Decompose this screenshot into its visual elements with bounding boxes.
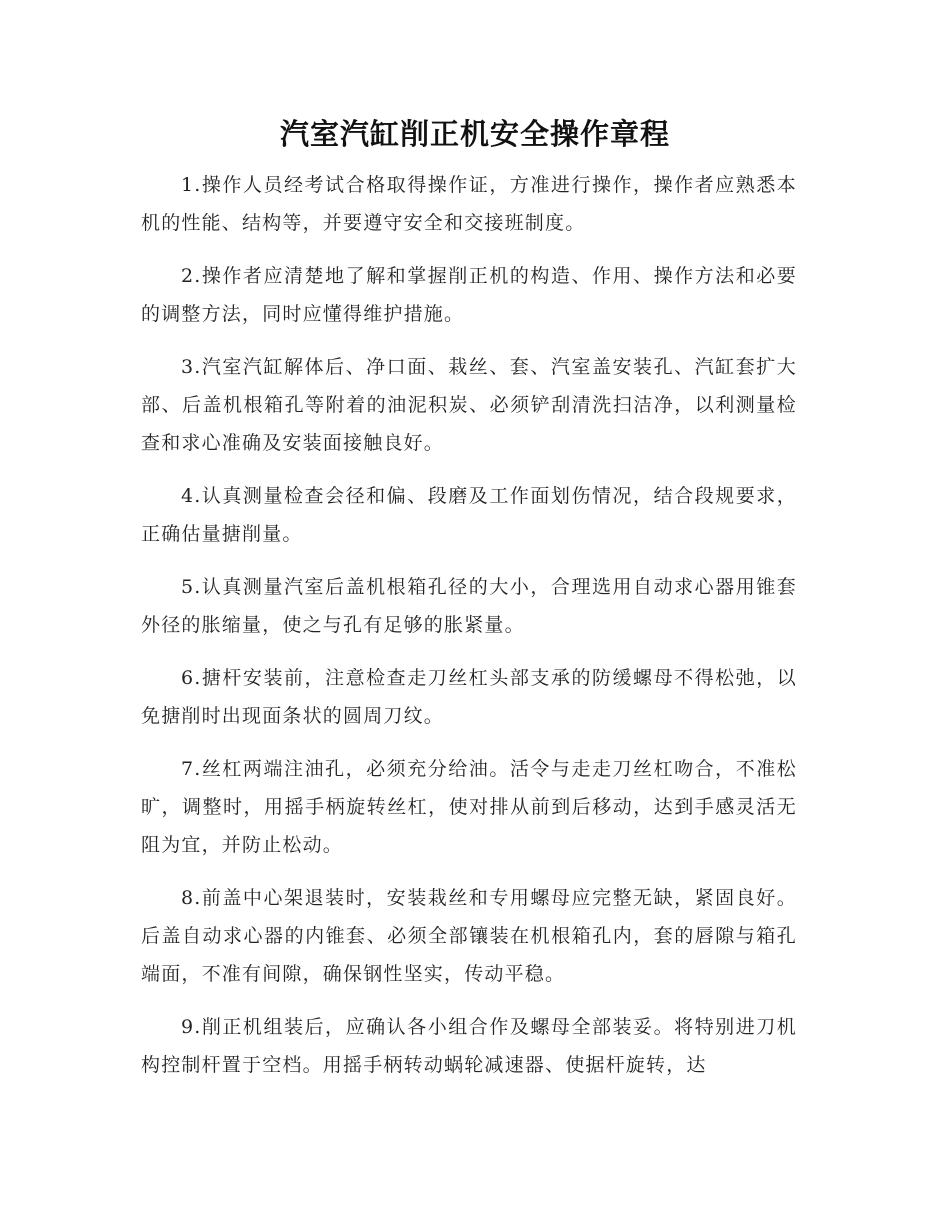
paragraph-7: 7.丝杠两端注油孔，必须充分给油。活令与走走刀丝杠吻合，不准松旷，调整时，用摇手柄旋转丝杠，使对排从前到后移动，达到手感灵活无阻为宜，并防止松动。 (141, 758, 797, 856)
document-title: 汽室汽缸削正机安全操作章程 (279, 117, 670, 151)
document-body (141, 166, 797, 1099)
paragraph-2: 2.操作者应清楚地了解和掌握削正机的构造、作用、操作方法和必要的调整方法，同时应懂得维护措施。 (141, 265, 797, 325)
paragraph-9: 9.削正机组装后，应确认各小组合作及螺母全部装妥。将特别进刀机构控制杆置于空档。用摇手柄转动蜗轮减速器、使据杆旋转，达 (141, 1016, 797, 1076)
paragraph-1: 1.操作人员经考试合格取得操作证，方准进行操作，操作者应熟悉本机的性能、结构等，并要遵守安全和交接班制度。 (141, 174, 797, 234)
paragraph-6: 6.搪杆安装前，注意检查走刀丝杠头部支承的防缓螺母不得松弛，以免搪削时出现面条状的圆周刀纹。 (141, 667, 797, 727)
paragraph-5: 5.认真测量汽室后盖机根箱孔径的大小，合理选用自动求心器用锥套外径的胀缩量，使之与孔有足够的胀紧量。 (141, 576, 797, 636)
paragraph-8: 8.前盖中心架退装时，安装栽丝和专用螺母应完整无缺，紧固良好。后盖自动求心器的内锥套、必须全部镶装在机根箱孔内，套的唇隙与箱孔端面，不准有间隙，确保钢性坚实，传动平稳。 (141, 887, 797, 985)
paragraph-3: 3.汽室汽缸解体后、净口面、栽丝、套、汽室盖安装孔、汽缸套扩大部、后盖机根箱孔等附着的油泥积炭、必须铲刮清洗扫洁净，以利测量检查和求心准确及安装面接触良好。 (141, 356, 797, 454)
paragraph-4: 4.认真测量检查会径和偏、段磨及工作面划伤情况，结合段规要求，正确估量搪削量。 (141, 485, 797, 545)
